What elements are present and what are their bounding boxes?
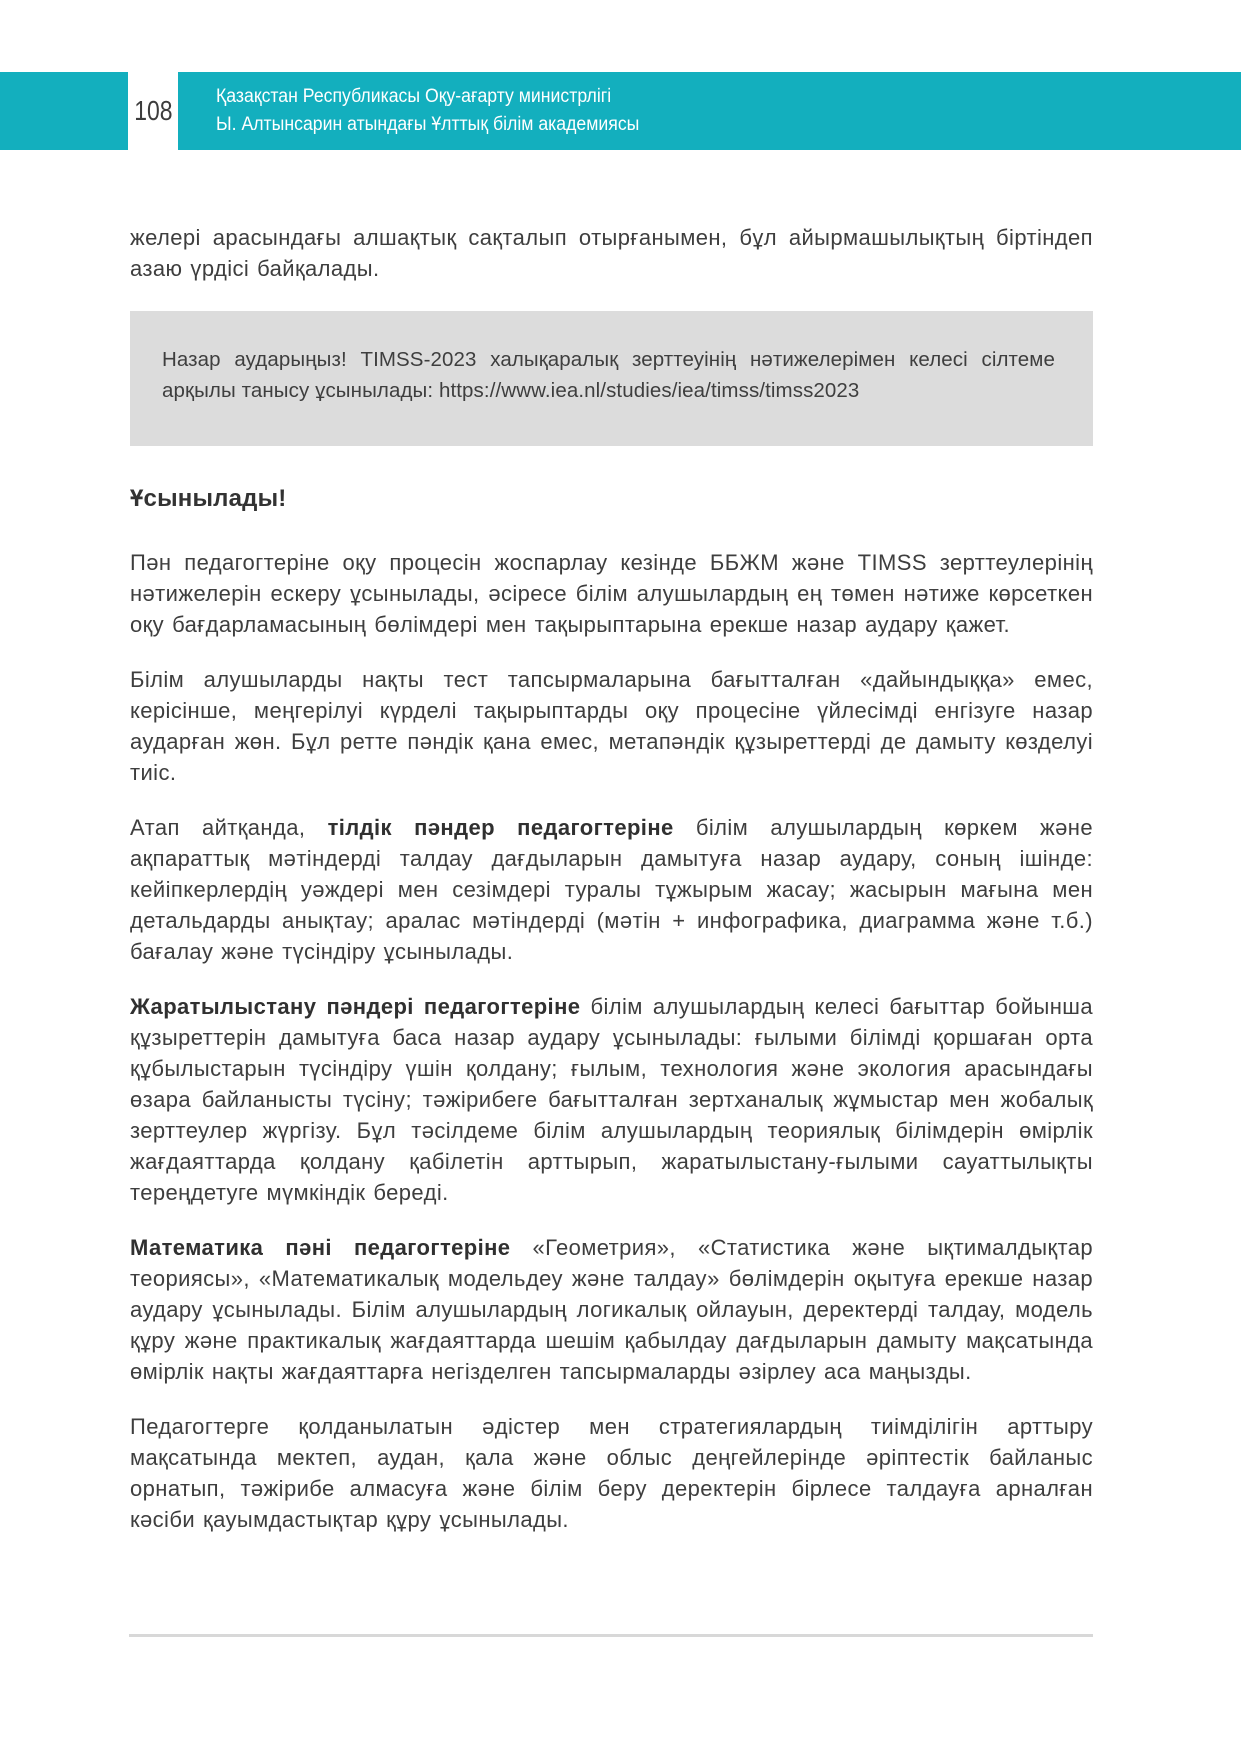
paragraph-bold-text: Математика пәні педагогтеріне <box>130 1235 511 1260</box>
paragraph-text: «Геометрия», «Статистика және ықтималдықтар теориясы», «Математикалық модельдеу және талдау» бөлімдерін оқытуға ерекше назар аудару ұсынылады. Білім алушылардың логикалық ойлауын, деректерді талдау, модель құру және практикалық жағдаяттарда шешім қабылдау дағдыларын дамыту мақсатында өмірлік нақты жағдаяттарға негізделген тапсырмаларды әзірлеу аса маңызды. <box>130 1235 1093 1384</box>
section-heading: Ұсынылады! <box>130 485 287 512</box>
paragraph-language-teachers <box>130 812 1093 967</box>
header-left-accent-block <box>0 72 128 150</box>
paragraph-bold-text: Жаратылыстану пәндері педагогтеріне <box>130 994 581 1019</box>
intro-paragraph-text: желері арасындағы алшақтық сақталып отырғанымен, бұл айырмашылықтың біртіндеп азаю үрдісі байқалады. <box>130 225 1093 281</box>
paragraph-text: Педагогтерге қолданылатын әдістер мен стратегиялардың тиімділігін арттыру мақсатында мектеп, аудан, қала және облыс деңгейлерінде әріптестік байланыс орнатып, тәжірибе алмасуға және білім беру деректерін бірлесе талдауға арналған кәсіби қауымдастықтар құру ұсынылады. <box>130 1414 1093 1532</box>
paragraph-test-preparation <box>130 664 1093 788</box>
timss-study-link[interactable]: https://www.iea.nl/studies/iea/timss/timss2023 <box>438 379 860 402</box>
paragraph-bold-text: тілдік пәндер педагогтеріне <box>327 815 674 840</box>
note-callout <box>130 311 1093 446</box>
header-academy-line: Ы. Алтынсарин атындағы Ұлттық білім академиясы <box>216 114 640 135</box>
paragraph-math-teachers <box>130 1232 1093 1387</box>
intro-paragraph <box>130 222 1093 284</box>
page-number: 108 <box>133 95 173 126</box>
paragraph-text: білім алушылардың көркем және ақпараттық мәтіндерді талдау дағдыларын дамытуға назар аудару, соның ішінде: кейіпкерлердің уәждері мен сезімдері туралы тұжырым жасау; жасырын мағына мен детальдарды анықтау; аралас мәтіндерді (мәтін + инфографика, диаграмма және т.б.) бағалау және түсіндіру ұсынылады. <box>130 815 1093 964</box>
paragraph-text: Атап айтқанда, <box>130 815 328 840</box>
paragraph-science-teachers <box>130 991 1093 1208</box>
body-text-column <box>130 0 1093 1559</box>
footer-divider-rule <box>129 1634 1093 1637</box>
paragraph-text: білім алушылардың келесі бағыттар бойынша құзыреттерін дамытуға баса назар аудару ұсынылады: ғылыми білімді қоршаған орта құбылыстарын түсіндіру үшін қолдану; ғылым, технология және экология арасындағы өзара байланысты түсіну; тәжірибеге бағытталған зертханалық жұмыстар мен жобалық зерттеулер жүргізу. Бұл тәсілдеме білім алушылардың теориялық білімдерін өмірлік жағдаяттарда қолдану қабілетін арттырып, жаратылыстану-ғылыми сауаттылықты тереңдетуге мүмкіндік береді. <box>130 994 1093 1205</box>
paragraph-text: Білім алушыларды нақты тест тапсырмаларына бағытталған «дайындыққа» емес, керісінше, меңгерілуі күрделі тақырыптарды оқу процесіне үйлесімді енгізуге назар аударған жөн. Бұл ретте пәндік қана емес, метапәндік құзыреттерді де дамыту көзделуі тиіс. <box>130 667 1093 785</box>
paragraph-text: Пән педагогтеріне оқу процесін жоспарлау кезінде ББЖМ және TIMSS зерттеулерінің нәтижелерін ескеру ұсынылады, әсіресе білім алушылардың ең төмен нәтиже көрсеткен оқу бағдарламасының бөлімдері мен тақырыптарына ерекше назар аудару қажет. <box>130 550 1093 637</box>
note-callout-text: Назар аударыңыз! TIMSS-2023 халықаралық зерттеуінің нәтижелерімен келесі сілтеме арқылы танысу ұсынылады: <box>162 348 1055 402</box>
paragraph-subject-teachers <box>130 547 1093 640</box>
header-ministry-line: Қазақстан Республикасы Оқу-ағарту министрлігі <box>216 86 612 107</box>
paragraph-professional-communities <box>130 1411 1093 1535</box>
